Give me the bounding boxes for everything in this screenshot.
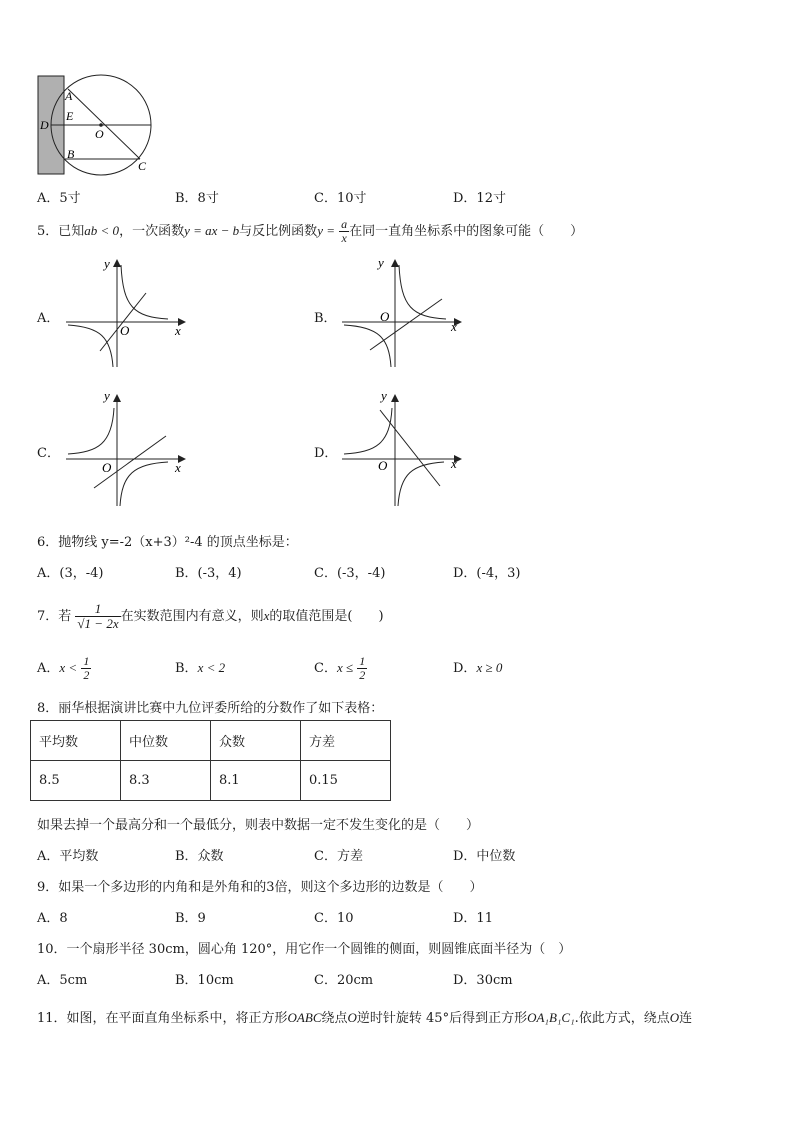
label-d: D [40,118,49,132]
q5-stem [37,216,583,247]
origin-label: O [120,323,130,338]
value-mode: 8.1 [211,761,301,801]
value-median: 8.3 [121,761,211,801]
q6-option-d[interactable]: D．(-4，3) [453,566,521,581]
q6-option-c[interactable]: C．(-3，-4) [314,566,386,581]
y-label: y [381,388,387,403]
q7-c-label: C． [314,661,337,676]
q7-var: x [263,608,270,623]
x-label: x [451,456,457,471]
q10-option-d[interactable]: D．30cm [453,973,513,988]
header-median: 中位数 [121,721,211,761]
header-mean: 平均数 [31,721,121,761]
hyperbola-branch-1 [121,265,168,319]
x-label: x [175,323,181,338]
y-arrow [391,259,399,267]
q5-option-a-label[interactable]: A． [37,311,60,326]
q9-option-c[interactable]: C．10 [314,911,354,926]
q7-d-expr: x ≥ 0 [476,660,503,675]
q7-c-fraction [357,655,367,681]
q11-point-o: O [347,1010,357,1025]
circle-wall-figure [34,72,158,178]
q6-option-a[interactable]: A．(3，-4) [37,566,104,581]
q7-c-num: 1 [359,654,366,669]
q11-part-a: 11．如图，在平面直角坐标系中，将正方形 [37,1011,288,1026]
q5-graph-b[interactable] [338,255,473,375]
q5-graph-c[interactable] [60,388,195,513]
hyperbola-branch-2 [68,325,113,367]
q11-part-c: 逆时针旋转 45°后得到正方形 [356,1011,528,1026]
q8-option-d[interactable]: D．中位数 [453,849,516,864]
q5-linear-function: y = ax − b [184,223,240,238]
q9-option-d[interactable]: D．11 [453,911,493,926]
q5-mid1: ，一次函数 [119,224,185,239]
value-variance: 0.15 [301,761,391,801]
line-graph [380,410,440,486]
q7-d-label: D． [453,661,477,676]
q11-oabc: OABC [287,1010,322,1025]
q9-option-a[interactable]: A．8 [37,911,68,926]
q4-option-a[interactable]: A．5寸 [37,191,81,206]
q7-c-expr: x ≤ [336,660,354,675]
q7-a-label: A． [37,661,60,676]
y-label: y [104,388,110,403]
q4-option-b[interactable]: B．8寸 [175,191,219,206]
q10-option-b[interactable]: B．10cm [175,973,234,988]
q8-question: 如果去掉一个最高分和一个最低分，则表中数据一定不发生变化的是（ ） [37,818,480,833]
value-mean: 8.5 [31,761,121,801]
q7-a-den: 2 [83,668,90,682]
q5-recip-den: x [341,231,347,245]
q5-option-d-label[interactable]: D． [314,446,338,461]
q11-part-e: 连 [679,1011,693,1026]
origin-label: O [380,309,390,324]
score-table [30,720,391,801]
hyperbola-branch-1 [68,408,114,454]
q7-prefix: 7．若 [37,609,72,624]
q7-suffix: 的取值范围是( ) [269,609,384,624]
y-label: y [104,256,110,271]
q7-option-d[interactable] [453,650,502,687]
q7-frac-den: √1 − 2x [77,616,119,631]
q10-stem: 10．一个扇形半径 30cm，圆心角 120°，用它作一个圆锥的侧面，则圆锥底面半径为（ ） [37,942,572,957]
q5-option-b-label[interactable]: B． [314,311,337,326]
q7-mid: 在实数范围内有意义，则 [120,609,264,624]
table-row [31,761,391,801]
q9-option-b[interactable]: B．9 [175,911,206,926]
origin-label: O [102,460,112,475]
q11-part-b: 绕点 [321,1011,348,1026]
hyperbola-branch-1 [344,408,392,454]
x-label: x [175,460,181,475]
chord-ac [68,89,140,159]
x-label: x [451,319,457,334]
label-b: B [67,147,75,161]
y-arrow [391,394,399,402]
q5-mid2: 与反比例函数 [239,224,318,239]
q7-a-expr: x < [59,660,78,675]
q5-prefix: 5．已知 [37,224,85,239]
hyperbola-branch-2 [398,462,444,506]
q5-suffix: 在同一直角坐标系中的图象可能（ ） [349,224,584,239]
q7-option-a[interactable] [37,650,91,687]
q8-option-b[interactable]: B．众数 [175,849,224,864]
hyperbola-branch-2 [344,325,391,367]
q11-point-o-2: O [669,1010,680,1025]
q10-option-c[interactable]: C．20cm [314,973,374,988]
q7-a-fraction [81,655,91,681]
q7-b-label: B． [175,661,198,676]
label-c: C [138,159,147,173]
q8-option-a[interactable]: A．平均数 [37,849,99,864]
q8-option-c[interactable]: C．方差 [314,849,363,864]
q5-condition: ab < 0 [84,223,120,238]
q4-option-d[interactable]: D．12寸 [453,191,506,206]
header-variance: 方差 [301,721,391,761]
q7-frac-num: 1 [75,602,120,617]
q5-recip-fraction [339,218,349,244]
q8-stem: 8．丽华根据演讲比赛中九位评委所给的分数作了如下表格： [37,701,384,716]
q11-part-d: .依此方式，绕点 [574,1011,670,1026]
q7-stem [37,596,384,637]
header-mode: 众数 [211,721,301,761]
q5-option-c-label[interactable]: C． [37,446,60,461]
q7-option-b[interactable] [175,650,225,687]
origin-label: O [378,458,388,473]
line-graph [370,299,442,350]
q7-fraction [75,602,120,630]
q10-option-a[interactable]: A．5cm [37,973,88,988]
label-e: E [66,109,74,123]
q7-b-expr: x < 2 [197,660,226,675]
hyperbola-branch-1 [399,265,446,319]
y-arrow [113,259,121,267]
table-header-row [31,721,391,761]
y-arrow [113,394,121,402]
q7-option-c[interactable] [314,650,367,687]
y-label: y [378,255,384,270]
q5-recip-num: a [341,217,348,232]
q6-stem: 6．抛物线 y=-2（x+3）²-4 的顶点坐标是： [37,535,298,550]
q5-graph-a[interactable] [60,255,195,375]
q11-stem [37,1007,692,1026]
q5-recip-lhs: y = [317,223,335,238]
label-o: O [95,127,104,141]
q7-a-num: 1 [83,654,90,669]
q6-option-b[interactable]: B．(-3，4) [175,566,242,581]
hyperbola-branch-2 [120,462,168,506]
q5-graph-d[interactable] [338,388,473,513]
q7-c-den: 2 [359,668,366,682]
q11-oa1b1c1: OA₁B₁C₁ [527,1010,575,1025]
q9-stem: 9．如果一个多边形的内角和是外角和的3倍，则这个多边形的边数是（ ） [37,880,483,895]
q4-option-c[interactable]: C．10寸 [314,191,367,206]
label-a: A [65,89,73,103]
